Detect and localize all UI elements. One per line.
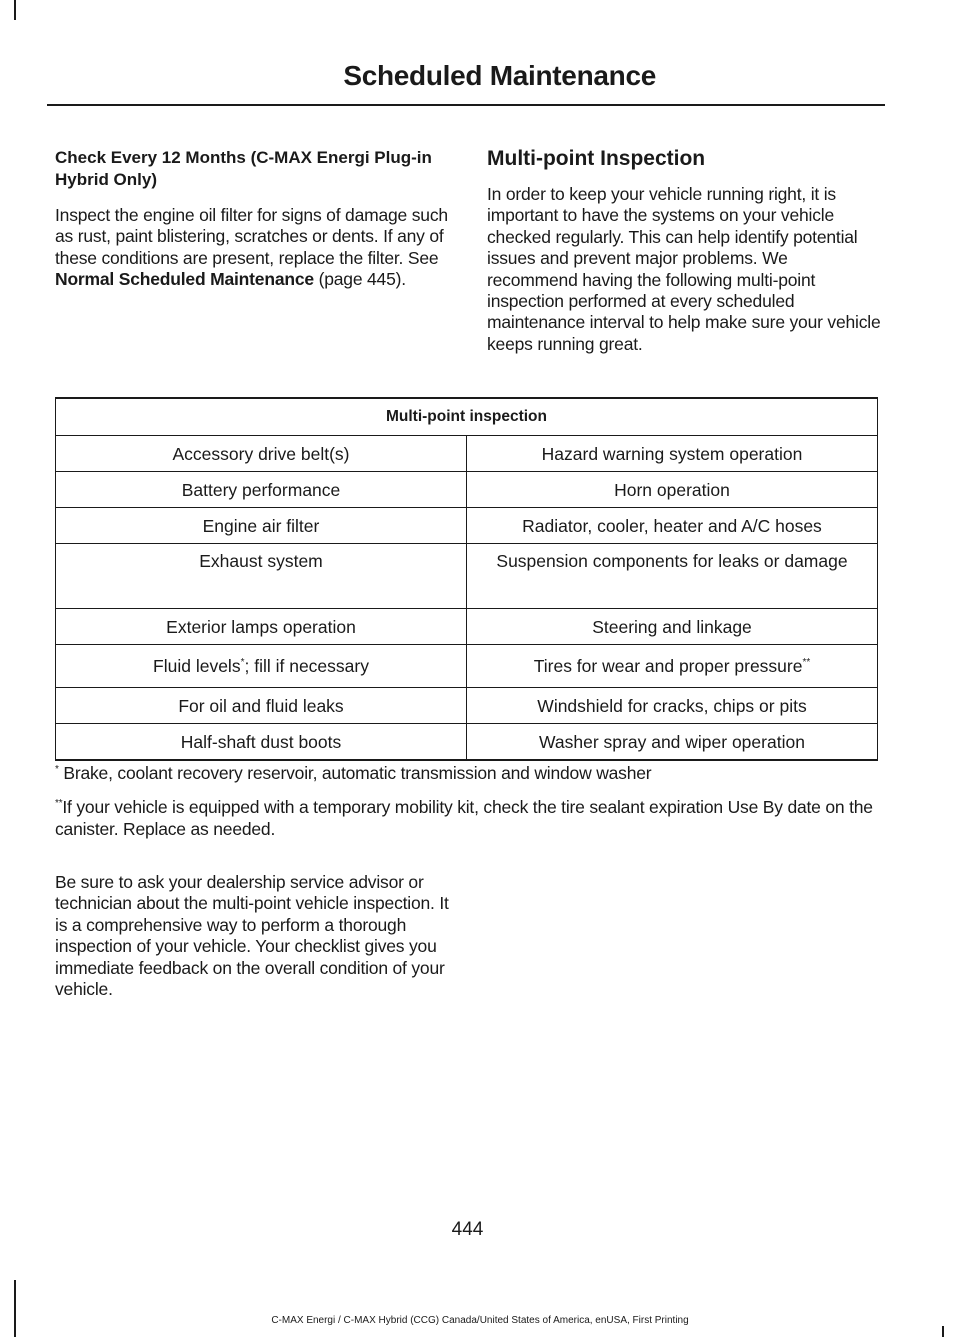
oil-filter-paragraph — [55, 205, 450, 291]
table-row — [56, 688, 878, 724]
table-row — [56, 724, 878, 761]
page-number: 444 — [451, 1219, 484, 1240]
closing-paragraph: Be sure to ask your dealership service advisor or technician about the multi-point vehicle inspection. It is a comprehensive way to perform a thorough inspection of your vehicle. Your checklist gives you immediate feedback on the overall condition of your vehicle. — [55, 872, 449, 1000]
table-cell: Half-shaft dust boots — [56, 724, 467, 761]
section-subheading: Check Every 12 Months (C-MAX Energi Plug-in Hybrid Only) — [55, 148, 432, 189]
footnote-marker: ** — [55, 798, 63, 809]
footnote-marker: * — [240, 657, 245, 668]
cell-text: ; fill if necessary — [244, 656, 369, 676]
table-cell: Hazard warning system operation — [467, 436, 878, 472]
inspection-paragraph: In order to keep your vehicle running right, it is important to have the systems on your vehicle checked regularly. This can help identify potential issues and prevent major problems. We recommend having the following multi-point inspection performed at every scheduled maintenance interval to help make sure your vehicle keeps running great. — [487, 184, 881, 354]
table-row — [56, 436, 878, 472]
footnote-text: If your vehicle is equipped with a temporary mobility kit, check the tire sealant expiration Use By date on the canister. Replace as needed. — [55, 797, 873, 839]
table-row — [56, 544, 878, 609]
footnote-2 — [55, 796, 885, 840]
cell-text: Fluid levels — [153, 656, 241, 676]
crop-mark-bottom-left — [14, 1280, 16, 1337]
table-cell: For oil and fluid leaks — [56, 688, 467, 724]
table-cell: Horn operation — [467, 472, 878, 508]
right-column — [487, 146, 882, 355]
section-heading: Multi-point Inspection — [487, 147, 706, 170]
table-cell — [56, 645, 467, 688]
oil-filter-text: Inspect the engine oil filter for signs of damage such as rust, paint blistering, scratches or dents. If any of these conditions are present, replace the filter. See — [55, 205, 448, 268]
crop-mark-top-left — [14, 0, 16, 20]
footnote-marker: ** — [802, 657, 811, 668]
table-cell: Battery performance — [56, 472, 467, 508]
table-cell: Radiator, cooler, heater and A/C hoses — [467, 508, 878, 544]
table-cell: Steering and linkage — [467, 609, 878, 645]
cell-text: Tires for wear and proper pressure — [533, 656, 803, 676]
footnotes — [55, 762, 885, 852]
footnote-text: Brake, coolant recovery reservoir, automatic transmission and window washer — [58, 763, 652, 783]
table-row — [56, 609, 878, 645]
table-cell: Accessory drive belt(s) — [56, 436, 467, 472]
page-reference: (page 445). — [318, 269, 406, 290]
table-cell: Exhaust system — [56, 544, 467, 609]
footnote-marker: * — [55, 764, 59, 775]
table-row — [56, 645, 878, 688]
table-cell: Engine air filter — [56, 508, 467, 544]
footnote-1 — [55, 762, 885, 784]
table-row — [56, 508, 878, 544]
table-cell: Suspension components for leaks or damage — [467, 544, 878, 609]
left-column — [55, 147, 450, 291]
table-cell: Exterior lamps operation — [56, 609, 467, 645]
table-cell: Washer spray and wiper operation — [467, 724, 878, 761]
table-cell — [467, 645, 878, 688]
edition-line: C-MAX Energi / C-MAX Hybrid (CCG) Canada/United States of America, enUSA, First Printing — [271, 1315, 689, 1326]
crop-mark-bottom-right — [942, 1326, 944, 1337]
cross-reference-link[interactable]: Normal Scheduled Maintenance — [55, 269, 314, 290]
closing-section — [55, 872, 450, 1000]
table-caption: Multi-point inspection — [56, 398, 878, 436]
inspection-table — [55, 397, 878, 761]
header-divider — [47, 104, 885, 106]
table-row — [56, 472, 878, 508]
table-cell: Windshield for cracks, chips or pits — [467, 688, 878, 724]
page-title: Scheduled Maintenance — [343, 60, 656, 91]
